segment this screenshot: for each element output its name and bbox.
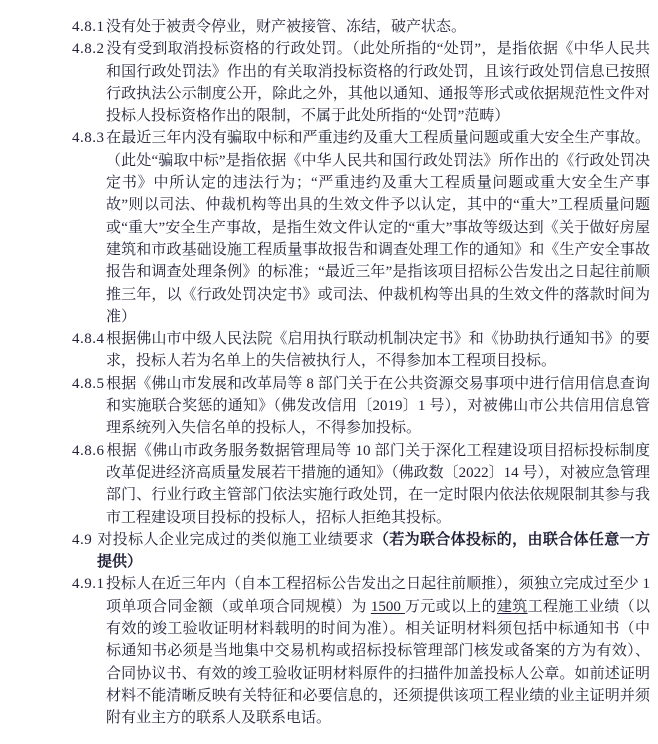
clause-text xyxy=(106,576,650,726)
clause-4-8-5 xyxy=(72,373,650,440)
text-run: 没有受到取消投标资格的行政处罚。（此处所指的“处罚”，是指依据《中华人民共和国行政处罚法》作出的有关取消投标资格的行政处罚，且该行政处罚信息已按照行政执法公示制度公开，除此之外，其他以通知、通报等形式或依据规范性文件对投标人投标资格作出的限制，不属于此处所指的“处罚”范畴） xyxy=(106,41,650,125)
clause-4-8-6 xyxy=(72,440,650,529)
text-run: 根据《佛山市发展和改革局等 8 部门关于在公共资源交易事项中进行信用信息查询和实施联合奖惩的通知》（佛发改信用〔2019〕1 号），对被佛山市公共信用信息管理系统列入失信名单的投标人，不得参加投标。 xyxy=(106,375,650,437)
clause-list xyxy=(72,16,650,730)
clause-4-8-4 xyxy=(72,328,650,373)
clause-4-8-2 xyxy=(72,38,650,127)
clause-number: 4.8.6 xyxy=(72,442,105,459)
text-run: （若为联合体投标的，由联合体任意一方提供） xyxy=(97,531,650,571)
clause-text xyxy=(106,376,650,437)
clause-4-9 xyxy=(72,529,650,574)
clause-number: 4.8.1 xyxy=(72,19,105,35)
clause-text xyxy=(97,532,650,570)
clause-text xyxy=(106,130,650,324)
clause-4-8-3 xyxy=(72,127,650,328)
clause-4-9-1 xyxy=(72,573,650,729)
text-run: 对投标人企业完成过的类似施工业绩要求 xyxy=(97,531,374,548)
text-run: 根据佛山市中级人民法院《启用执行联动机制决定书》和《协助执行通知书》的要求，投标人若为名单上的失信被执行人，不得参加本工程项目投标。 xyxy=(106,331,650,370)
clause-text xyxy=(106,331,650,369)
clause-number: 4.8.5 xyxy=(72,375,105,392)
text-run: 工程施工业绩（以有效的竣工验收证明材料载明的时间为准）。相关证明材料须包括中标通知书（中标通知书必须是当地集中交易机构或招标投标管理部门核发或备案的方为有效）、合同协议书、有效的竣工验收证明材料原件的扫描件加盖投标人公章。如前述证明材料不能清晰反映有关特征和必要信息的，还须提供该项工程业绩的业主证明并须附有业主方的联系人及联系电话。 xyxy=(106,598,650,727)
clause-number: 4.8.4 xyxy=(72,331,105,348)
text-run: 万元或以上的 xyxy=(404,598,497,615)
clause-text xyxy=(106,41,650,124)
clause-text xyxy=(106,443,650,526)
clause-number: 4.9.1 xyxy=(72,576,105,593)
text-run: 没有处于被责令停业，财产被接管、冻结，破产状态。 xyxy=(106,19,467,35)
text-run: 1500 xyxy=(370,598,405,615)
text-run: 根据《佛山市政务服务数据管理局等 10 部门关于深化工程建设项目招标投标制度改革促进经济高质量发展若干措施的通知》（佛政数〔2022〕14 号），对被应急管理部门、行业行政主管部门依法实施行政处罚，在一定时限内依法依规限制其参与我市工程建设项目投标的投标人，招标人拒绝其投标。 xyxy=(106,442,650,526)
text-run: 建筑 xyxy=(496,598,528,615)
text-run: 投标人在近三年内（自本工程招标公告发出之日起往前顺推），须独立完成过至少 1 项单项合同金额（或单项合同规模）为 xyxy=(106,576,650,615)
clause-number: 4.9 xyxy=(72,531,93,548)
text-run: 在最近三年内没有骗取中标和严重违约及重大工程质量问题或重大安全生产事故。（此处“骗取中标”是指依据《中华人民共和国行政处罚法》所作出的《行政处罚决定书》中所认定的违法行为；“严重违约及重大工程质量问题或重大安全生产事故”则以司法、仲裁机构等出具的生效文件予以认定，其中的“重大”工程质量问题或“重大”安全生产事故，是指生效文件认定的“重大”事故等级达到《关于做好房屋建筑和市政基础设施工程质量事故报告和调查处理工作的通知》和《生产安全事故报告和调查处理条例》的标准；“最近三年”是指该项目招标公告发出之日起往前顺推三年，以《行政处罚决定书》或司法、仲裁机构等出具的生效文件的落款时间为准） xyxy=(106,130,650,325)
clause-number: 4.8.2 xyxy=(72,41,105,58)
clause-text xyxy=(106,19,466,35)
clause-number: 4.8.3 xyxy=(72,130,105,147)
clause-4-8-1 xyxy=(72,16,650,38)
